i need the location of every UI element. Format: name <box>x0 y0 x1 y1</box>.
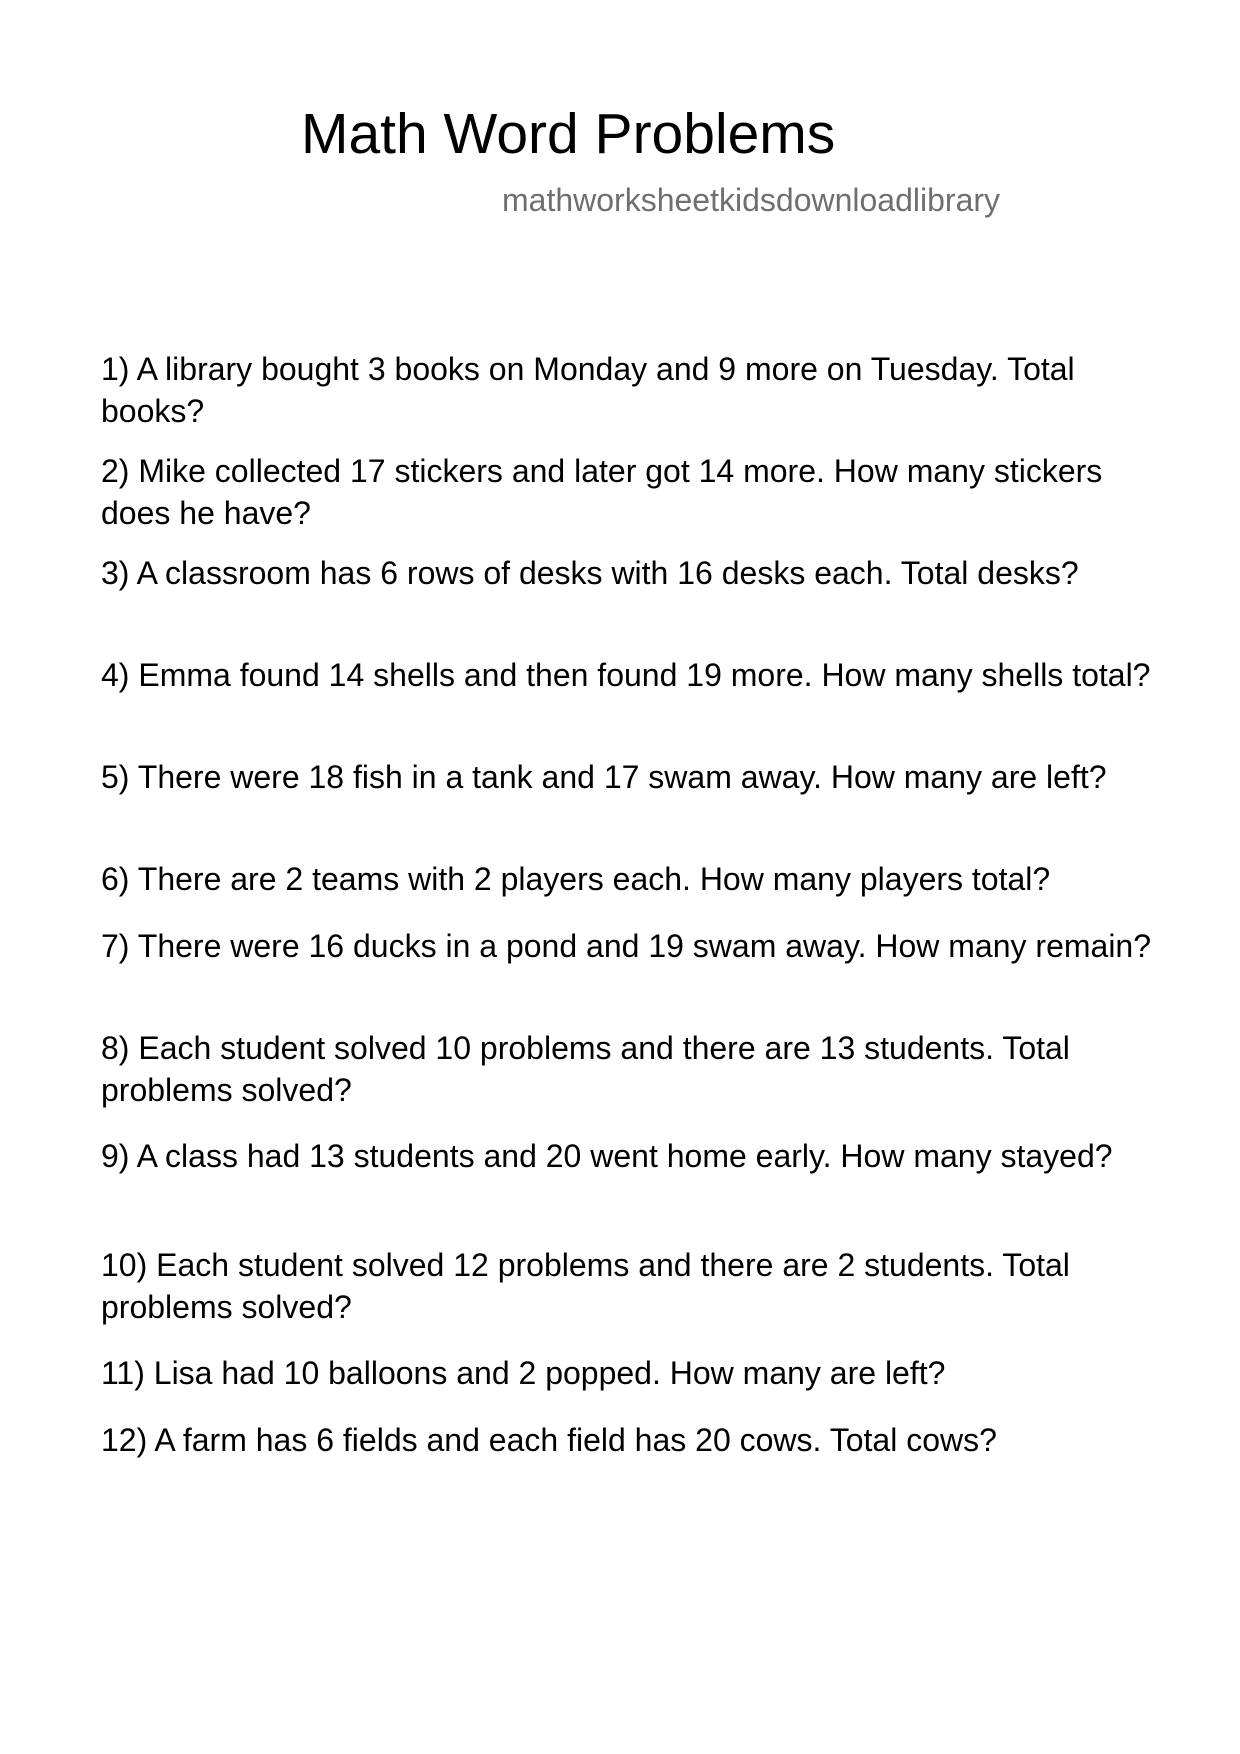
problem-10: 10) Each student solved 12 problems and there are 2 students. Total problems solved? <box>101 1247 1070 1325</box>
problem-11: 11) Lisa had 10 balloons and 2 popped. How many are left? <box>101 1355 946 1391</box>
problem-9: 9) A class had 13 students and 20 went home early. How many stayed? <box>101 1138 1113 1174</box>
problem-1: 1) A library bought 3 books on Monday and 9 more on Tuesday. Total books? <box>101 351 1075 429</box>
problem-4: 4) Emma found 14 shells and then found 19 more. How many shells total? <box>101 657 1151 693</box>
problem-7: 7) There were 16 ducks in a pond and 19 swam away. How many remain? <box>101 928 1152 964</box>
problem-5: 5) There were 18 fish in a tank and 17 swam away. How many are left? <box>101 759 1107 795</box>
problem-2: 2) Mike collected 17 stickers and later got 14 more. How many stickers does he have? <box>101 453 1103 531</box>
problem-3: 3) A classroom has 6 rows of desks with 16 desks each. Total desks? <box>101 555 1079 591</box>
source-subtitle: mathworksheetkidsdownloadlibrary <box>502 182 1001 218</box>
page-title: Math Word Problems <box>301 102 836 166</box>
problem-8: 8) Each student solved 10 problems and there are 13 students. Total problems solved? <box>101 1030 1070 1108</box>
problem-6: 6) There are 2 teams with 2 players each. How many players total? <box>101 861 1051 897</box>
problem-12: 12) A farm has 6 fields and each field has 20 cows. Total cows? <box>101 1422 997 1458</box>
